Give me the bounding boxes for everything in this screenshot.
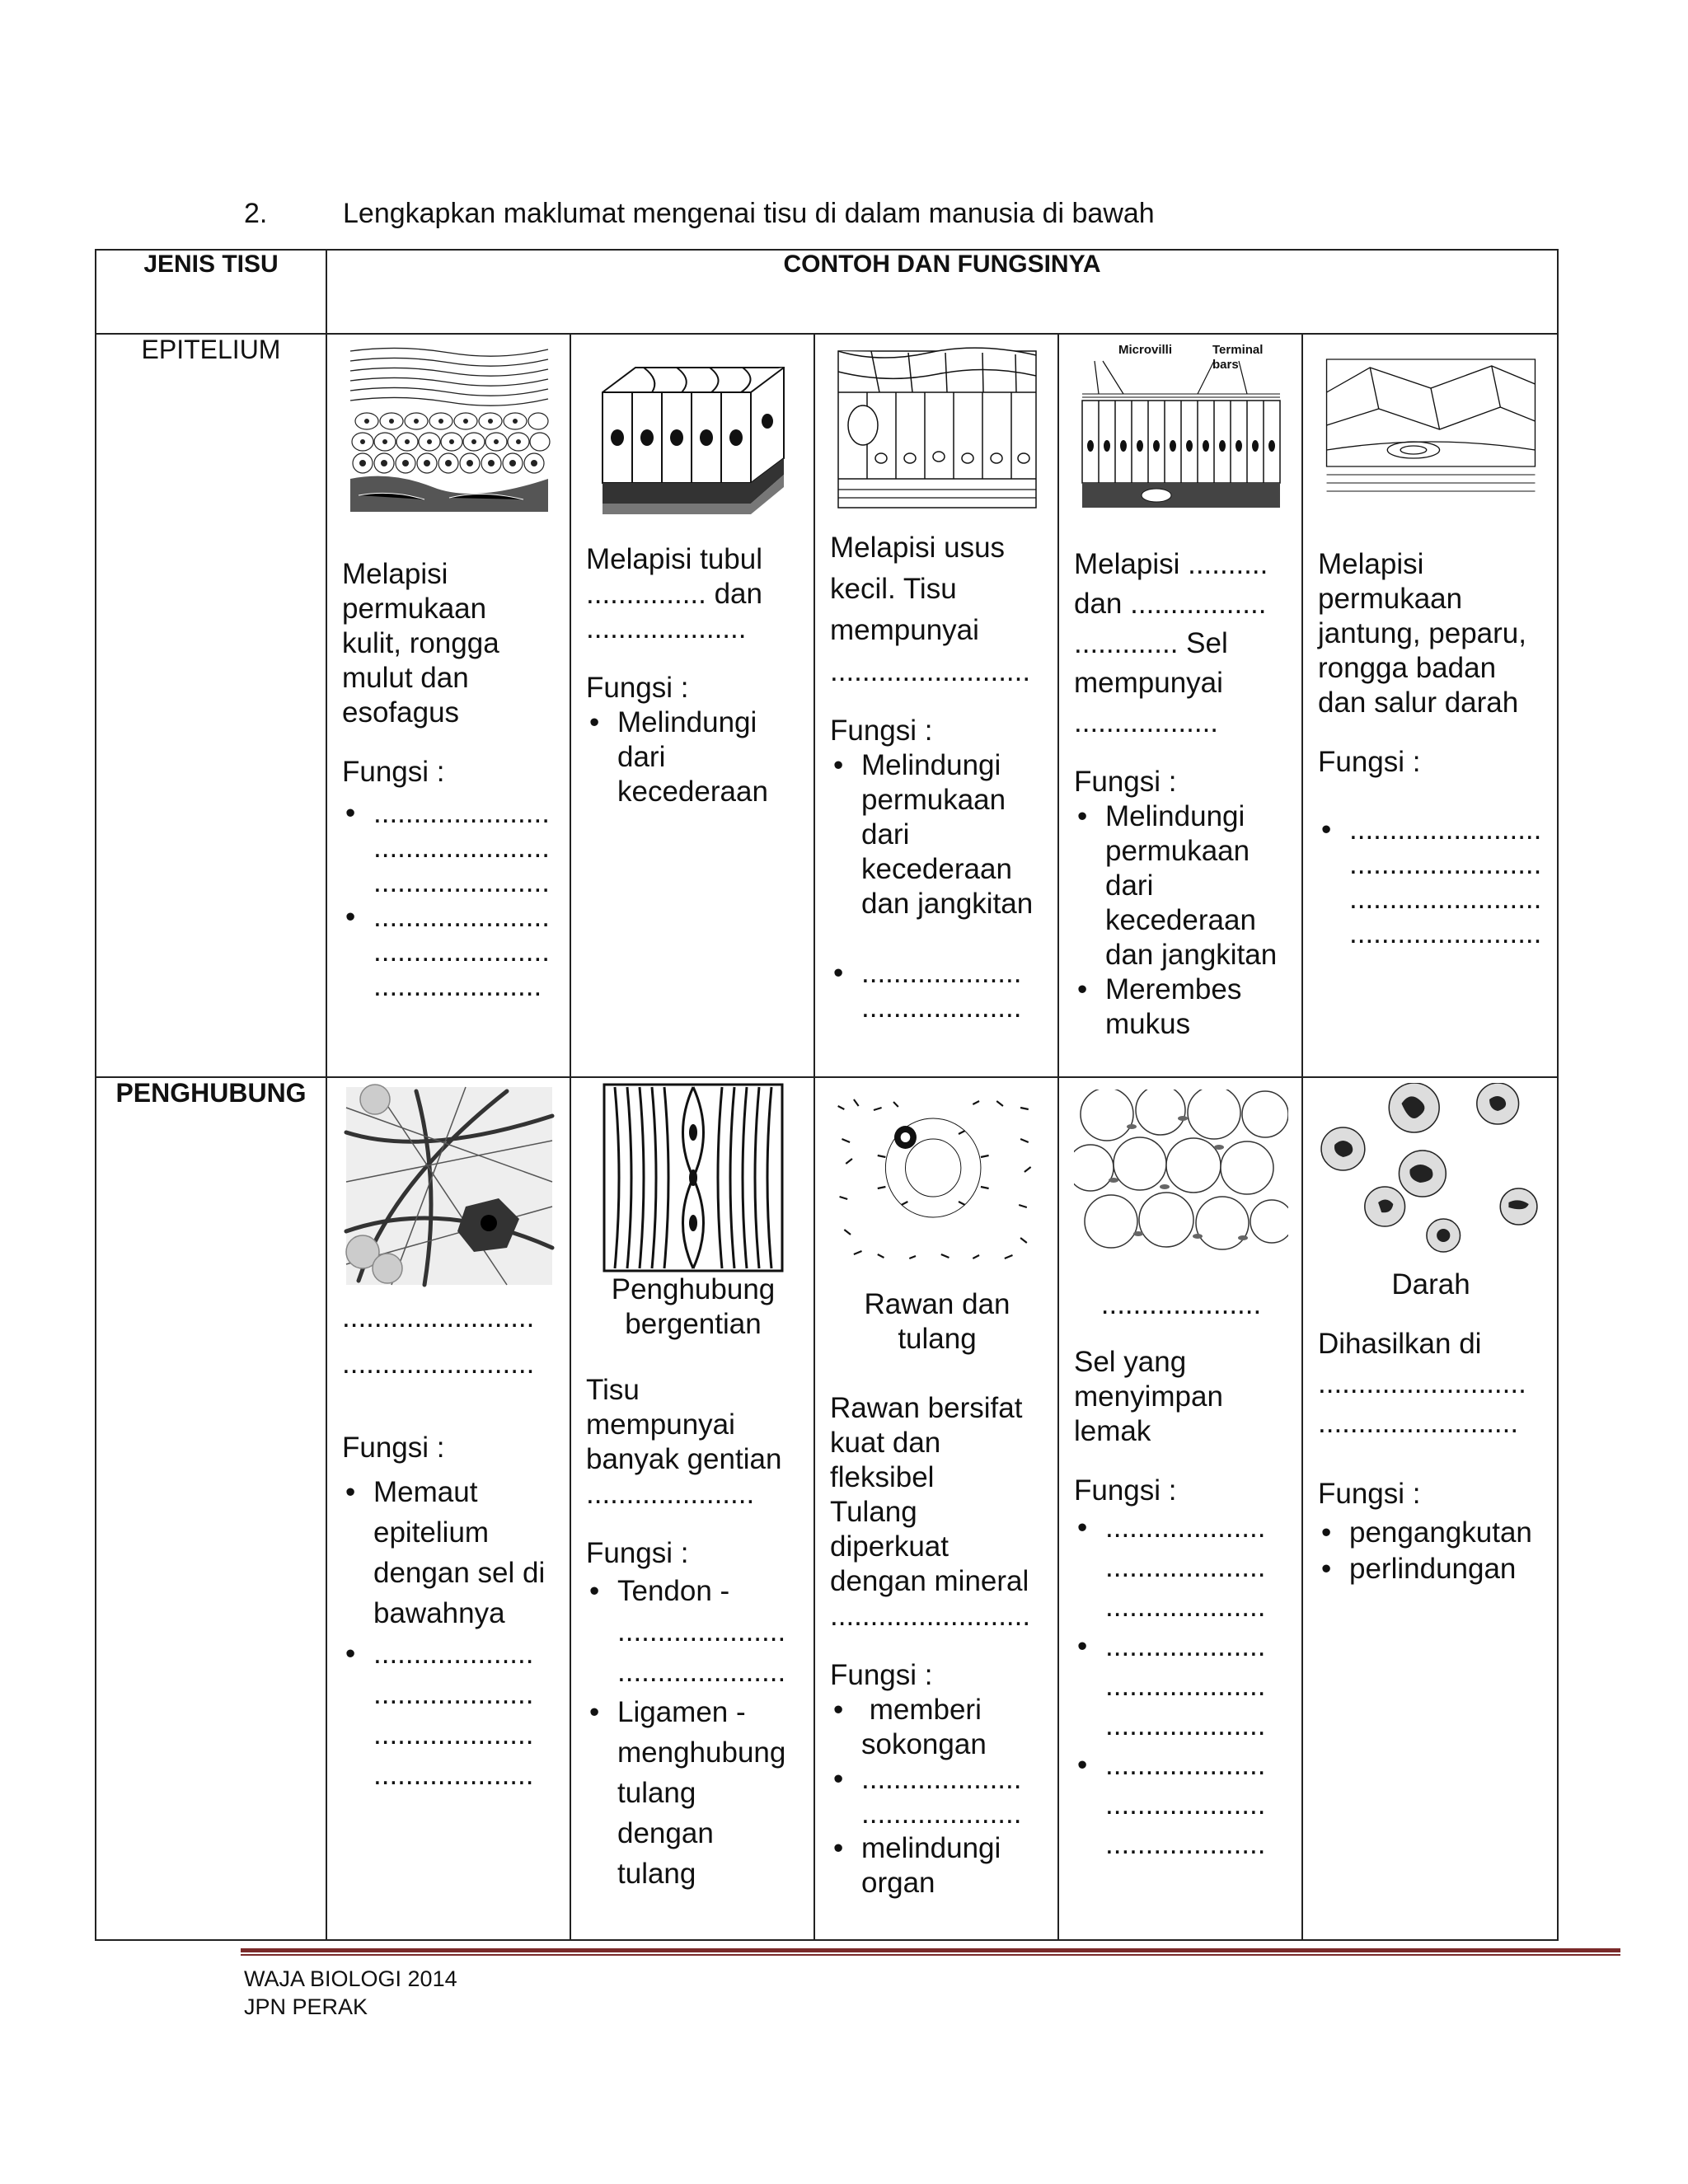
tissue-cell	[1058, 334, 1302, 1077]
fungsi-label: Fungsi :	[1318, 746, 1421, 778]
caption-line: tulang	[898, 1323, 977, 1355]
caption-line: Penghubung	[611, 1273, 776, 1305]
answer-blank[interactable]: ........................	[342, 1301, 535, 1333]
terminal-bars-label: Terminal bars	[1212, 343, 1264, 372]
dense-fibrous-tissue-image	[603, 1083, 784, 1272]
description-line: dengan mineral	[830, 1565, 1029, 1597]
description-line: lemak	[1074, 1415, 1151, 1447]
description-line: dan salur darah	[1318, 687, 1519, 719]
table-row	[96, 334, 1558, 1077]
answer-blank[interactable]: • ...................... ...................... .....................	[373, 900, 556, 1004]
answer-blank[interactable]: • ........................ ........................ ........................ ........................	[1349, 813, 1544, 951]
description-line: esofagus	[342, 696, 460, 729]
answer-blank[interactable]: ............. Sel	[1074, 627, 1228, 659]
description-line: mempunyai	[830, 614, 979, 646]
function-item: • pengangkutan	[1349, 1515, 1544, 1551]
blood-cells-image	[1318, 1083, 1544, 1256]
footer-line-1: WAJA BIOLOGI 2014	[244, 1966, 457, 1991]
function-item: • Melindungi permukaan dari kecederaan dan jangkitan	[1105, 799, 1288, 972]
answer-blank[interactable]: .........................	[830, 655, 1031, 687]
function-item: • melindungi organ	[861, 1831, 1044, 1900]
bone-tissue-image	[830, 1090, 1044, 1271]
caption-line: bergentian	[625, 1308, 762, 1340]
fungsi-label: Fungsi :	[830, 1659, 933, 1691]
description-line: mulut dan	[342, 662, 469, 694]
description-line: rongga badan	[1318, 652, 1497, 684]
areolar-connective-tissue-image	[342, 1083, 556, 1289]
description-line: jantung, peparu,	[1318, 617, 1526, 649]
microvilli-label: Microvilli	[1118, 343, 1173, 357]
answer-blank[interactable]: • ...................... ...................... ......................	[373, 796, 556, 900]
function-item: • Ligamen - menghubung tulang dengan tulang	[617, 1692, 800, 1894]
tissue-cell	[1058, 1077, 1302, 1940]
tissue-cell	[1302, 334, 1558, 1077]
description-line: Melapisi	[342, 558, 448, 590]
tissue-type-epitelium: EPITELIUM	[96, 334, 326, 1077]
fungsi-label: Fungsi :	[586, 1537, 689, 1569]
simple-squamous-epithelium-image	[1318, 343, 1544, 516]
tissue-cell	[1302, 1077, 1558, 1940]
description-line: Melapisi	[1318, 548, 1424, 580]
fungsi-label: Fungsi :	[342, 756, 445, 788]
answer-blank[interactable]: ....................	[1100, 1288, 1262, 1320]
function-item: • Memaut epitelium dengan sel di bawahnya	[373, 1472, 556, 1633]
description-line: fleksibel	[830, 1461, 935, 1493]
cuboidal-epithelium-image	[586, 343, 800, 516]
adipose-tissue-image	[1074, 1090, 1288, 1263]
answer-blank[interactable]: • .................... .................... .................... ....................	[373, 1633, 556, 1795]
answer-blank[interactable]: ........................	[342, 1347, 535, 1380]
answer-blank[interactable]: .....................	[586, 1478, 755, 1510]
description-line: kulit, rongga	[342, 627, 499, 659]
header-examples-functions: CONTOH DAN FUNGSINYA	[326, 250, 1558, 334]
answer-blank[interactable]: ..........................	[1318, 1367, 1526, 1399]
answer-blank[interactable]: • .................... .................... ....................	[1105, 1746, 1288, 1864]
description-line: Tulang	[830, 1496, 917, 1528]
footer-divider	[241, 1948, 1620, 1952]
tissue-cell	[570, 334, 814, 1077]
function-item: • perlindungan	[1349, 1551, 1544, 1587]
answer-blank[interactable]: ..................	[1074, 706, 1219, 738]
answer-blank[interactable]: .........................	[830, 1600, 1031, 1632]
answer-blank[interactable]: • .................... ....................	[861, 1762, 1044, 1831]
tissue-table	[95, 249, 1559, 1941]
fungsi-label: Fungsi :	[586, 672, 689, 704]
tissue-cell	[814, 1077, 1058, 1940]
footer-divider-thin	[241, 1954, 1620, 1956]
description-line: permukaan	[342, 593, 487, 625]
fungsi-label: Fungsi :	[1074, 766, 1177, 798]
description-line: Sel yang	[1074, 1346, 1187, 1378]
answer-blank[interactable]: • .................... ....................	[861, 956, 1044, 1025]
description-line: mempunyai	[586, 1408, 735, 1441]
question-number: 2.	[244, 198, 268, 229]
description-line: kecil. Tisu	[830, 573, 957, 605]
answer-blank[interactable]: • .................... .................... ....................	[1105, 1627, 1288, 1746]
answer-blank[interactable]: ....................	[586, 612, 747, 644]
footer	[244, 1965, 457, 2021]
header-tissue-type: JENIS TISU	[96, 250, 326, 334]
answer-blank[interactable]: ............... dan	[586, 578, 762, 610]
tissue-cell	[326, 334, 570, 1077]
answer-blank[interactable]: Melapisi ..........	[1074, 548, 1268, 580]
description-line: banyak gentian	[586, 1443, 782, 1475]
tissue-cell	[814, 334, 1058, 1077]
description-line: Tisu	[586, 1374, 640, 1406]
fungsi-label: Fungsi :	[1318, 1478, 1421, 1510]
fungsi-label: Fungsi :	[342, 1432, 445, 1464]
columnar-epithelium-image	[830, 343, 1044, 516]
description-line: permukaan	[1318, 583, 1463, 615]
caption-line: Rawan dan	[864, 1288, 1010, 1320]
answer-blank[interactable]: • .................... .................... ....................	[1105, 1508, 1288, 1627]
columnar-epithelium-microvilli-image	[1074, 343, 1288, 516]
question-text: Lengkapkan maklumat mengenai tisu di dalam manusia di bawah	[343, 198, 1155, 229]
fungsi-label: Fungsi :	[830, 715, 933, 747]
function-item: • Melindungi dari kecederaan	[617, 705, 800, 809]
footer-line-2: JPN PERAK	[244, 1994, 368, 2019]
tissue-cell	[570, 1077, 814, 1940]
description-line: kuat dan	[830, 1427, 941, 1459]
description-line: Melapisi usus	[830, 532, 1006, 564]
answer-blank[interactable]: dan .................	[1074, 588, 1267, 620]
caption-line: Darah	[1391, 1268, 1470, 1301]
function-item: • Melindungi permukaan dari kecederaan dan jangkitan	[861, 748, 1044, 921]
table-row	[96, 1077, 1558, 1940]
description-line: Dihasilkan di	[1318, 1328, 1482, 1360]
function-item: • Tendon - ..................... .....................	[617, 1571, 800, 1692]
tissue-type-penghubung: PENGHUBUNG	[96, 1077, 326, 1940]
description-line: Rawan bersifat	[830, 1392, 1023, 1424]
description-line: menyimpan	[1074, 1380, 1223, 1413]
stratified-squamous-epithelium-image	[342, 343, 556, 516]
fungsi-label: Fungsi :	[1074, 1474, 1177, 1507]
answer-blank[interactable]: .........................	[1318, 1407, 1519, 1439]
description-line: Melapisi tubul	[586, 543, 762, 575]
function-item: • memberi sokongan	[861, 1693, 1044, 1762]
tissue-cell	[326, 1077, 570, 1940]
description-line: mempunyai	[1074, 667, 1223, 699]
function-item: • Merembes mukus	[1105, 972, 1288, 1042]
description-line: diperkuat	[830, 1530, 949, 1563]
